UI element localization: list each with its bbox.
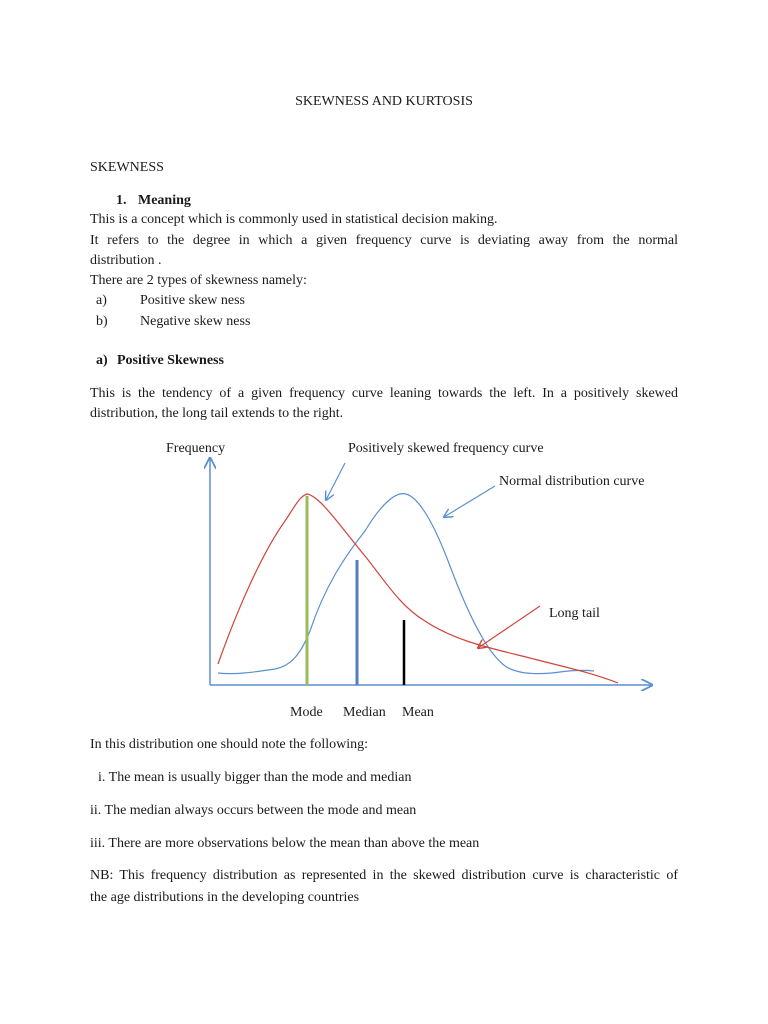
document-title: SKEWNESS AND KURTOSIS [295, 94, 473, 109]
meaning-number: 1. [116, 193, 127, 208]
positive-para-a: This is the tendency of a given frequency curve leaning towards the left. In a positively skewed [90, 386, 678, 401]
skewed-curve-label: Positively skewed frequency curve [348, 441, 544, 456]
note-item-3: iii. There are more observations below the mean than above the mean [90, 836, 480, 851]
normal-curve-pointer [444, 486, 495, 517]
normal-curve-label: Normal distribution curve [499, 474, 645, 489]
note-item-1: i. The mean is usually bigger than the mode and median [98, 770, 412, 785]
section-heading: SKEWNESS [90, 160, 164, 175]
median-label: Median [343, 705, 386, 720]
normal-distribution-curve [218, 494, 594, 674]
skewed-frequency-curve [218, 494, 618, 683]
meaning-line-2b: distribution . [90, 253, 162, 268]
mean-label: Mean [402, 705, 434, 720]
skewed-curve-pointer [326, 463, 345, 500]
positive-skewness-heading-text: Positive Skewness [117, 353, 224, 368]
meaning-heading [116, 191, 191, 211]
meaning-heading-text: Meaning [138, 193, 191, 208]
notes-intro: In this distribution one should note the following: [90, 737, 369, 752]
positive-para-b: distribution, the long tail extends to the right. [90, 406, 344, 421]
positive-skewness-label: a) [96, 353, 108, 368]
positive-skewness-heading [96, 351, 224, 371]
type-b-letter: b) [96, 314, 108, 329]
meaning-line-3: There are 2 types of skewness namely: [90, 273, 307, 288]
long-tail-label: Long tail [549, 606, 600, 621]
skewness-figure [150, 436, 670, 726]
type-b-text: Negative skew ness [140, 314, 251, 329]
long-tail-pointer [478, 606, 540, 648]
nb-line-b: the age distributions in the developing countries [90, 890, 360, 905]
type-a-text: Positive skew ness [140, 293, 245, 308]
meaning-line-1: This is a concept which is commonly used in statistical decision making. [90, 212, 498, 227]
y-axis-label: Frequency [166, 441, 226, 456]
meaning-line-2a: It refers to the degree in which a given frequency curve is deviating away from the normal [90, 233, 678, 248]
type-a-letter: a) [96, 293, 107, 308]
note-item-2: ii. The median always occurs between the mode and mean [90, 803, 417, 818]
nb-line-a: NB: This frequency distribution as represented in the skewed distribution curve is characteristic of [90, 868, 678, 883]
mode-label: Mode [290, 705, 323, 720]
